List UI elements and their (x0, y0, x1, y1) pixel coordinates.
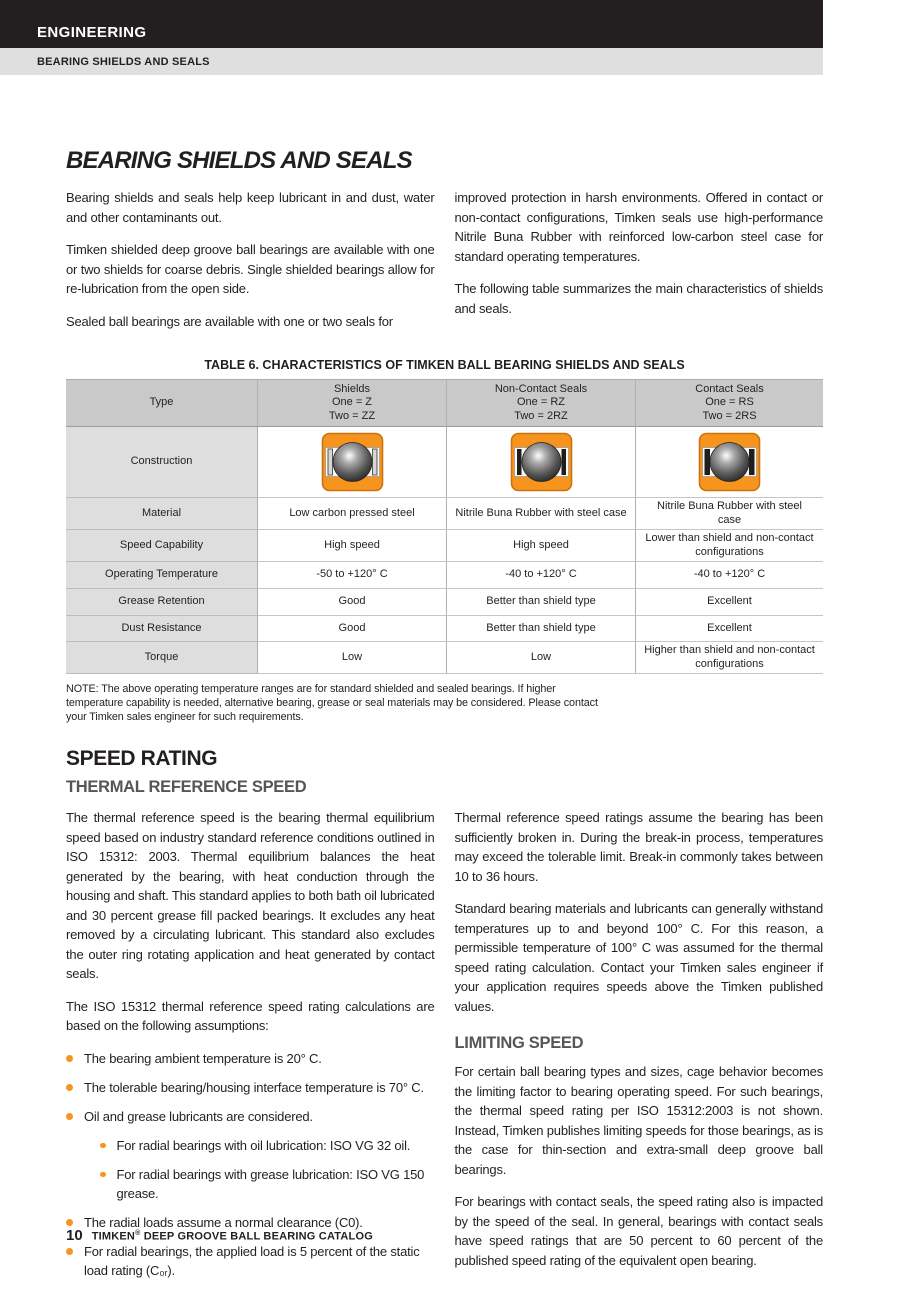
limiting-speed-heading: LIMITING SPEED (454, 1034, 584, 1053)
intro-paragraph: The following table summarizes the main characteristics of shields and seals. (454, 281, 823, 316)
table-title: TABLE 6. CHARACTERISTICS OF TIMKEN BALL BEARING SHIELDS AND SEALS (204, 358, 685, 372)
orange-bullet-icon (66, 1113, 73, 1120)
bearing-shielded-cross-section-icon (321, 432, 384, 492)
table-cell: Good (257, 589, 446, 616)
table-cell: High speed (257, 530, 446, 562)
column-code-two: Two = ZZ (328, 409, 376, 422)
table-cell: -40 to +120° C (635, 562, 823, 589)
bearing-contact-seal-cross-section-icon (698, 432, 761, 492)
row-label: Dust Resistance (66, 616, 257, 642)
row-label: Torque (66, 642, 257, 674)
column-code-two: Two = 2RZ (514, 409, 568, 422)
row-label-construction: Construction (66, 427, 257, 498)
table-cell: -50 to +120° C (257, 562, 446, 589)
table-cell: Lower than shield and non-contact configurations (635, 530, 823, 562)
thermal-reference-speed-heading: THERMAL REFERENCE SPEED (66, 778, 307, 797)
column-code-two: Two = 2RS (702, 409, 757, 422)
section-subheader: BEARING SHIELDS AND SEALS (37, 55, 210, 68)
row-label: Material (66, 498, 257, 530)
table-cell: Low carbon pressed steel (257, 498, 446, 530)
column-name: Contact Seals (695, 382, 764, 395)
registered-trademark-symbol: ® (135, 1230, 141, 1238)
table-header-shields (257, 380, 446, 427)
engineering-header-band (0, 0, 823, 48)
bullet-text: The tolerable bearing/housing interface temperature is 70° C. (84, 1079, 424, 1095)
orange-bullet-icon (66, 1084, 73, 1091)
page-content (0, 147, 823, 1290)
thermal-left-column (66, 808, 435, 1290)
thermal-paragraph: The ISO 15312 thermal reference speed rating calculations are based on the following assumptions: (66, 998, 435, 1034)
bullet-text: For radial bearings, the applied load is 5 percent of the static load rating (C₀ᵣ). (84, 1243, 420, 1278)
bullet-item (66, 1078, 435, 1097)
table-cell: Better than shield type (446, 589, 635, 616)
speed-rating-columns (66, 808, 823, 1290)
orange-bullet-icon (66, 1055, 73, 1062)
construction-cell-contact-seals (635, 427, 823, 498)
table-cell: Good (257, 616, 446, 642)
row-label: Speed Capability (66, 530, 257, 562)
column-code-one: One = RS (705, 396, 754, 409)
sub-bullet-item (100, 1136, 435, 1155)
thermal-right-column (455, 808, 824, 1270)
intro-paragraph: Timken shielded deep groove ball bearings are available with one or two shields for coarse debris. Single shielded bearings allow for re-lubrication from the open side. (66, 242, 435, 296)
intro-right-column (455, 188, 824, 318)
footer-catalog-title (92, 1230, 373, 1243)
intro-paragraph: improved protection in harsh environments. Offered in contact or non-contact configurations, Timken seals use high-performance Nitrile Buna Rubber with reinforced low-carbon steel case for standard operating temperatures. (454, 190, 823, 264)
table-cell: High speed (446, 530, 635, 562)
column-name: Shields (333, 382, 371, 395)
page-footer (66, 1227, 373, 1244)
column-code-one: One = Z (331, 396, 373, 409)
orange-bullet-icon (100, 1143, 106, 1149)
page-title: BEARING SHIELDS AND SEALS (66, 147, 412, 174)
orange-bullet-icon (66, 1219, 73, 1226)
table-header-contact-seals (635, 380, 823, 427)
table-cell: Low (446, 642, 635, 674)
table-cell: Excellent (635, 616, 823, 642)
thermal-paragraph: Thermal reference speed ratings assume the bearing has been sufficiently broken in. During the break-in process, temperatures may exceed the tolerable limit. Break-in commonly takes between 10 to 36 hours. (454, 810, 823, 884)
sub-bullet-item (100, 1165, 435, 1203)
table-cell: Excellent (635, 589, 823, 616)
row-label: Operating Temperature (66, 562, 257, 589)
column-name: Non-Contact Seals (494, 382, 588, 395)
intro-left-column (66, 188, 435, 331)
orange-bullet-icon (66, 1248, 73, 1255)
table-cell: Better than shield type (446, 616, 635, 642)
characteristics-table (66, 379, 823, 674)
intro-paragraph: Bearing shields and seals help keep lubricant in and dust, water and other contaminants out. (66, 190, 435, 225)
speed-rating-heading: SPEED RATING (66, 747, 218, 771)
table-note: NOTE: The above operating temperature ranges are for standard shielded and sealed bearings. If higher temperature capability is needed, alternative bearing, grease or seal materials may be considered. Please contact your Timken sales engineer for such requirements. (66, 683, 598, 723)
table-cell: Nitrile Buna Rubber with steel case (635, 498, 823, 530)
bullet-item (66, 1049, 435, 1068)
limiting-paragraph: For bearings with contact seals, the speed rating also is impacted by the speed of the seal. In general, bearings with contact seals have speed ratings that are 50 percent to 60 percent of the published speed rating of the equivalent open bearing. (454, 1194, 823, 1268)
engineering-kicker: ENGINEERING (37, 24, 147, 41)
intro-paragraph: Sealed ball bearings are available with one or two seals for (66, 313, 393, 329)
assumptions-bullet-list (66, 1049, 435, 1280)
bearing-non-contact-seal-cross-section-icon (510, 432, 573, 492)
table-cell: Higher than shield and non-contact configurations (635, 642, 823, 674)
table-header-non-contact-seals (446, 380, 635, 427)
bullet-text: The radial loads assume a normal clearance (C0). (84, 1214, 363, 1230)
table-cell: Low (257, 642, 446, 674)
footer-catalog-text: DEEP GROOVE BALL BEARING CATALOG (143, 1231, 373, 1243)
section-subheader-band (0, 48, 823, 75)
bullet-item (66, 1107, 435, 1126)
row-label: Grease Retention (66, 589, 257, 616)
construction-cell-shields (257, 427, 446, 498)
intro-columns (66, 188, 823, 331)
orange-bullet-icon (100, 1172, 106, 1178)
footer-page-number: 10 (66, 1227, 83, 1244)
footer-brand: TIMKEN (91, 1231, 136, 1243)
thermal-paragraph: Standard bearing materials and lubricants can generally withstand temperatures up to and beyond 100° C. For this reason, a permissible temperature of 100° C was assumed for the thermal speed rating calculation. Contact your Timken sales engineer if your application requires speeds above the Timken published values. (454, 901, 823, 1014)
construction-cell-non-contact-seals (446, 427, 635, 498)
bullet-text: Oil and grease lubricants are considered. (84, 1108, 313, 1124)
bullet-text: For radial bearings with oil lubrication: ISO VG 32 oil. (116, 1137, 411, 1153)
table-header-type: Type (66, 380, 257, 427)
bullet-item (66, 1242, 435, 1280)
table-cell: Nitrile Buna Rubber with steel case (446, 498, 635, 530)
thermal-paragraph: The thermal reference speed is the bearing thermal equilibrium speed based on industry standard reference conditions outlined in ISO 15312: 2003. Thermal equilibrium balances the heat generated by the bearing, with heat conduction through the housing and shaft. This standard applies to both bath oil lubricated and 30 percent grease fill packed bearings. It excludes any heat removed by a circulating lubricant. This standard also excludes the outer ring rotating application and heat generated by contact seals. (66, 810, 435, 982)
limiting-paragraph: For certain ball bearing types and sizes, cage behavior becomes the limiting factor to bearing operating speed. For such bearings, the thermal speed rating per ISO 15312:2003 is not shown. Instead, Timken publishes limiting speeds for those bearings, as is the case for thin-section and extra-small deep groove ball bearings. (454, 1064, 823, 1177)
column-code-one: One = RZ (517, 396, 565, 409)
table-cell: -40 to +120° C (446, 562, 635, 589)
bullet-text: The bearing ambient temperature is 20° C. (84, 1050, 322, 1066)
bullet-text: For radial bearings with grease lubrication: ISO VG 150 grease. (116, 1166, 425, 1201)
